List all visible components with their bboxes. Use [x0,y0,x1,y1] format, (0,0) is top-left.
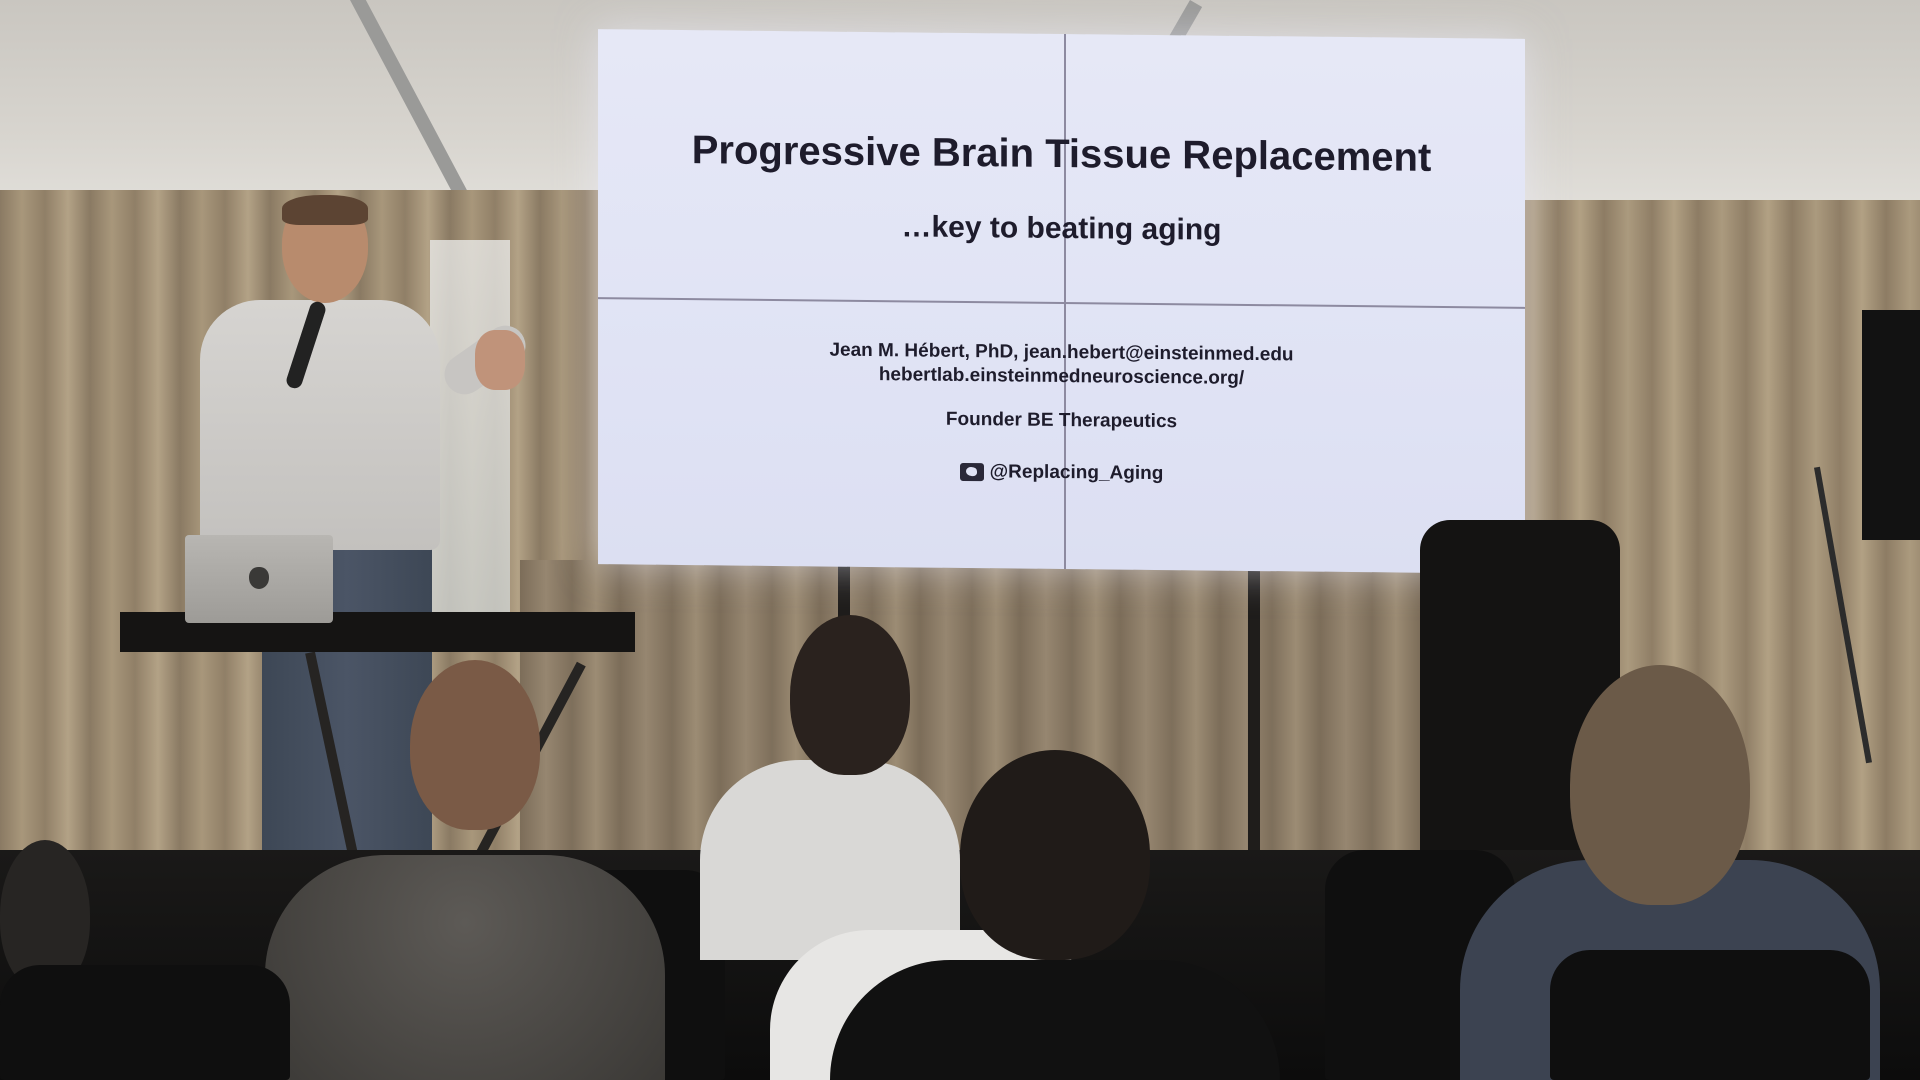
screen-panel-seam-vertical [1064,34,1066,569]
laptop [185,535,333,623]
screen-panel-seam-horizontal [598,297,1525,309]
screen-stand-right-leg [1248,565,1260,865]
apple-logo-icon [249,567,269,589]
audience-member-body [265,855,665,1080]
speaker-torso [200,300,440,550]
slide-subtitle: …key to beating aging [901,210,1222,247]
presentation-screen [598,29,1525,574]
slide-title: Progressive Brain Tissue Replacement [691,128,1432,180]
slide-author-line: Jean M. Hébert, PhD, jean.hebert@einsteinmed.edu [829,339,1294,366]
slide-lab-url: hebertlab.einsteinmedneuroscience.org/ [878,364,1245,389]
speaker-hair [282,195,368,225]
audience-member-body [830,960,1280,1080]
audience-member-head [790,615,910,775]
speaker-hand [475,330,525,390]
audience-member-head [410,660,540,830]
audience-chair [0,965,290,1080]
audience-chair [1550,950,1870,1080]
twitter-bird-icon [960,463,984,481]
audience-member-head [1570,665,1750,905]
audience-member-head [960,750,1150,960]
loudspeaker-box [1862,310,1920,540]
slide-twitter-line [598,457,1525,489]
slide-founder: Founder BE Therapeutics [945,408,1178,433]
window-left [430,240,510,620]
slide-twitter-handle: @Replacing_Aging [989,461,1164,485]
